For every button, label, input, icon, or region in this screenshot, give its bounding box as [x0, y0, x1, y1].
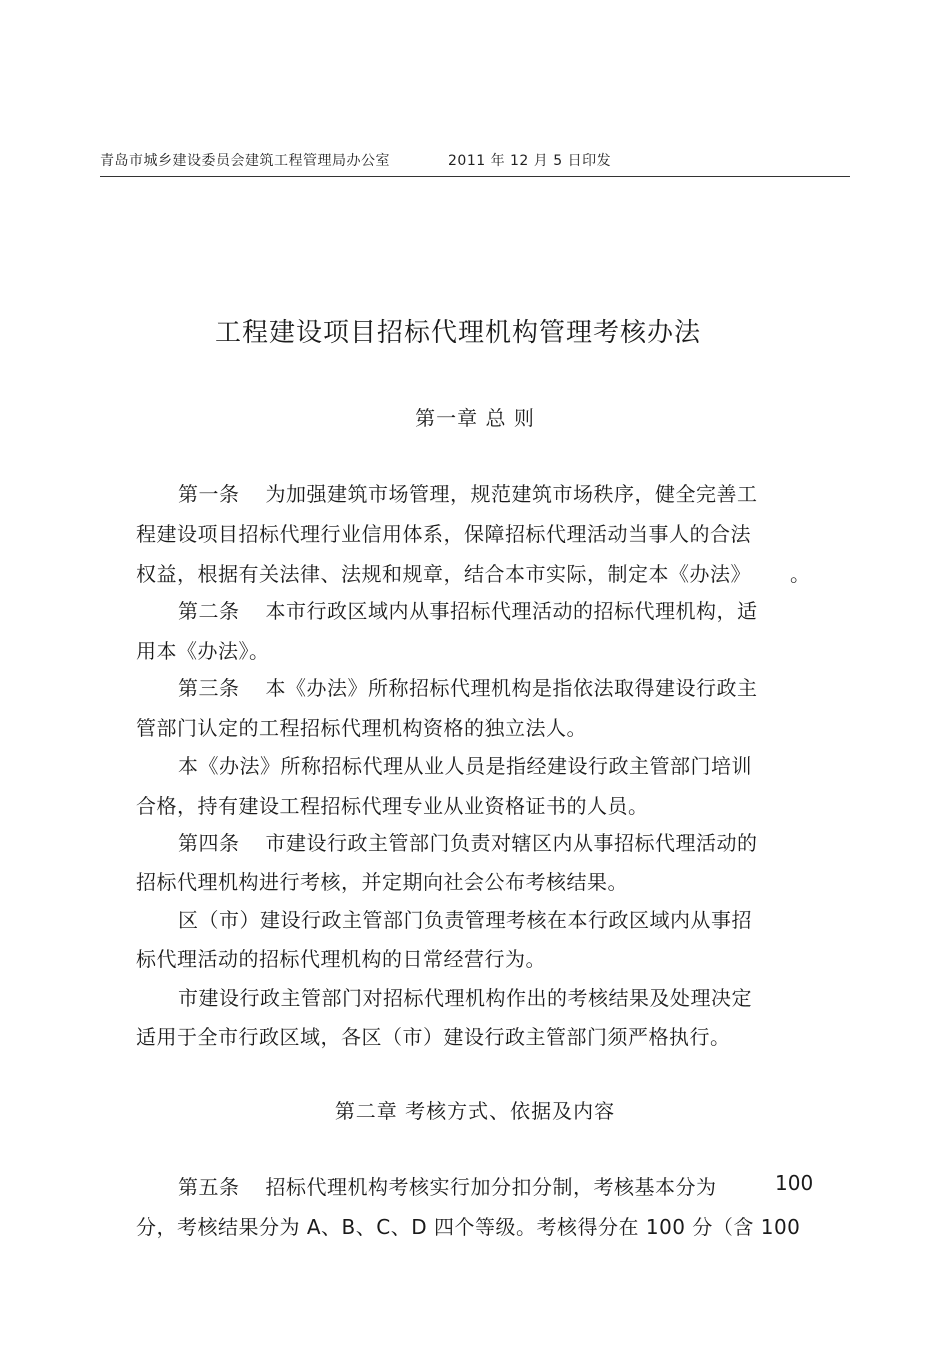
article-1-line-3: 权益，根据有关法律、法规和规章，结合本市实际，制定本《办法》: [136, 562, 751, 586]
article-4-para-3-line-2: 适用于全市行政区域，各区（市）建设行政主管部门须严格执行。: [136, 1025, 731, 1049]
document-title: 工程建设项目招标代理机构管理考核办法: [214, 318, 701, 348]
article-3-text-1: 本《办法》所称招标代理机构是指依法取得建设行政主: [265, 676, 758, 700]
article-3-line-1: [178, 672, 758, 701]
article-5-line-1-end: 100: [775, 1171, 814, 1195]
document-header: [100, 150, 612, 170]
issuing-office: 青岛市城乡建设委员会建筑工程管理局办公室: [100, 153, 390, 169]
article-5-label: 第五条: [178, 1175, 240, 1199]
article-4-label: 第四条: [178, 831, 240, 855]
article-4-para-2-line-2: 标代理活动的招标代理机构的日常经营行为。: [136, 947, 546, 971]
header-rule: [100, 176, 850, 177]
article-5-line-2: 分，考核结果分为 A、B、C、D 四个等级。考核得分在 100 分（含 100: [136, 1215, 801, 1239]
article-3-label: 第三条: [178, 676, 240, 700]
article-4-para-2-line-1: 区（市）建设行政主管部门负责管理考核在本行政区域内从事招: [178, 908, 752, 932]
article-1-text-1: 为加强建筑市场管理，规范建筑市场秩序，健全完善工: [265, 482, 758, 506]
article-2-label: 第二条: [178, 599, 240, 623]
article-4-line-2: 招标代理机构进行考核，并定期向社会公布考核结果。: [136, 870, 628, 894]
article-1-line-3-end: 。: [790, 562, 810, 586]
chapter-2-heading: 第二章 考核方式、依据及内容: [334, 1099, 616, 1123]
article-2-line-2: 用本《办法》。: [136, 639, 270, 663]
article-1-line-2: 程建设项目招标代理行业信用体系，保障招标代理活动当事人的合法: [136, 522, 751, 546]
article-5-text-1: 招标代理机构考核实行加分扣分制，考核基本分为: [265, 1175, 717, 1199]
article-2-text-1: 本市行政区域内从事招标代理活动的招标代理机构，适: [265, 599, 758, 623]
chapter-1-heading: 第一章 总 则: [415, 406, 535, 430]
article-4-text-1: 市建设行政主管部门负责对辖区内从事招标代理活动的: [265, 831, 758, 855]
article-3-line-2: 管部门认定的工程招标代理机构资格的独立法人。: [136, 716, 587, 740]
article-3-para-2-line-2: 合格，持有建设工程招标代理专业从业资格证书的人员。: [136, 794, 649, 818]
article-5-line-1: [178, 1171, 717, 1200]
article-4-line-1: [178, 827, 758, 856]
article-3-para-2-line-1: 本《办法》所称招标代理从业人员是指经建设行政主管部门培训: [178, 754, 752, 778]
article-4-para-3-line-1: 市建设行政主管部门对招标代理机构作出的考核结果及处理决定: [178, 986, 752, 1010]
article-2-line-1: [178, 595, 758, 624]
issue-date: 2011 年 12 月 5 日印发: [448, 153, 612, 169]
article-1-line-1: [178, 478, 758, 507]
article-1-label: 第一条: [178, 482, 240, 506]
